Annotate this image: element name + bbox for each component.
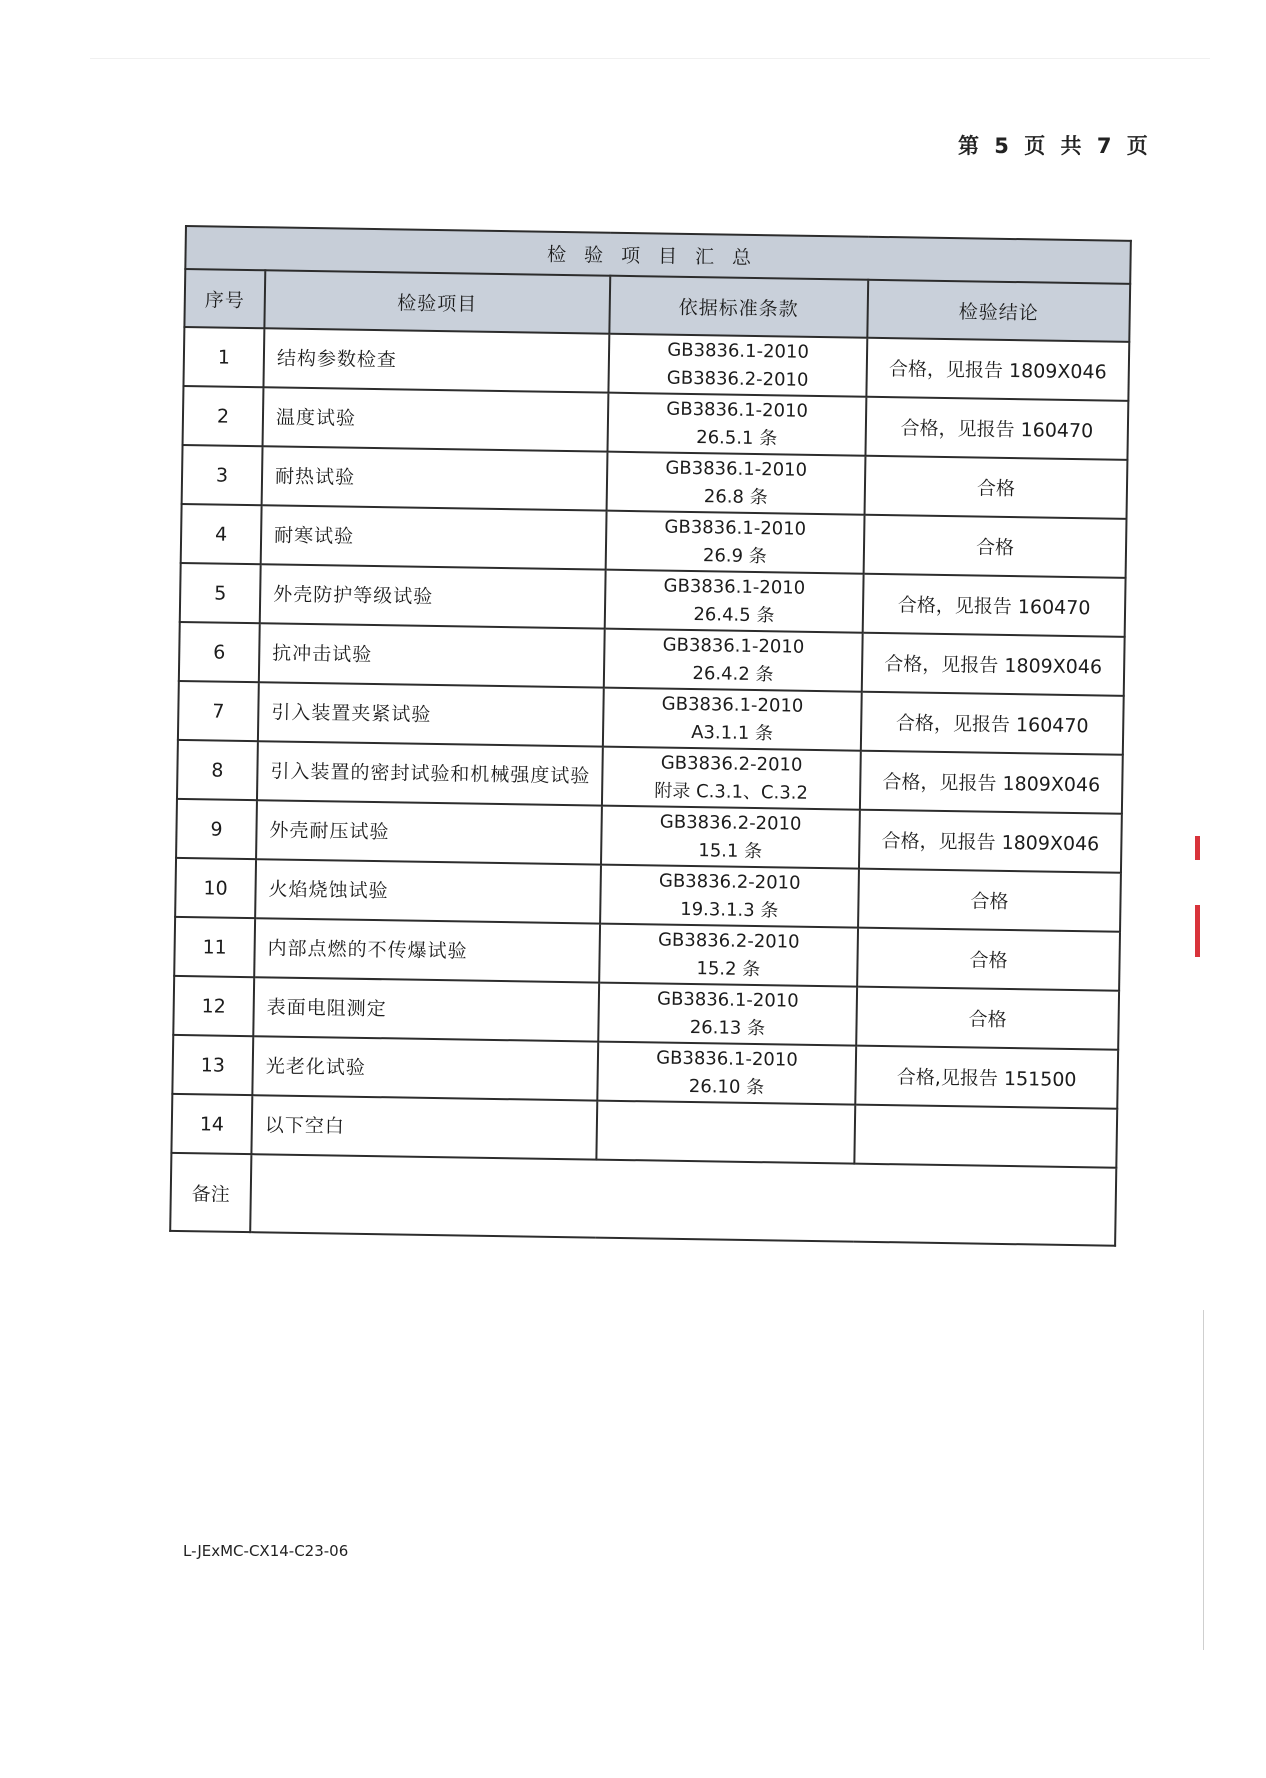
remark-label: 备注 — [170, 1153, 251, 1232]
row-item: 温度试验 — [263, 387, 609, 451]
row-standard-line2: 26.8 条 — [703, 485, 768, 508]
row-no: 8 — [177, 740, 258, 800]
row-standard-line2: 26.13 条 — [689, 1016, 766, 1039]
row-standard-line2: 26.5.1 条 — [696, 426, 778, 449]
row-standard-line1: GB3836.1-2010 — [664, 516, 807, 540]
row-standard-line1: GB3836.1-2010 — [656, 1047, 798, 1071]
row-standard — [596, 1101, 855, 1164]
row-no: 3 — [182, 445, 263, 505]
row-item: 光老化试验 — [252, 1036, 598, 1100]
row-result: 合格，见报告 160470 — [863, 574, 1126, 637]
row-result: 合格，见报告 160470 — [865, 397, 1128, 460]
row-result — [854, 1105, 1117, 1168]
row-item: 表面电阻测定 — [253, 977, 599, 1041]
row-no: 9 — [176, 799, 257, 859]
header-no: 序号 — [184, 269, 265, 328]
row-standard — [598, 983, 857, 1046]
row-no: 14 — [171, 1094, 252, 1154]
row-item: 内部点燃的不传爆试验 — [254, 918, 600, 982]
seal-fragment — [1195, 905, 1200, 957]
row-item: 以下空白 — [251, 1095, 597, 1159]
row-standard-line1: GB3836.1-2010 — [662, 634, 805, 658]
row-item: 抗冲击试验 — [259, 623, 605, 687]
row-item: 引入装置夹紧试验 — [258, 682, 604, 746]
row-standard — [608, 334, 867, 397]
header-result: 检验结论 — [867, 280, 1130, 342]
row-item: 耐热试验 — [262, 446, 608, 510]
row-standard-line1: GB3836.1-2010 — [656, 988, 799, 1012]
row-result: 合格，见报告 1809X046 — [866, 338, 1129, 401]
row-standard — [600, 865, 859, 928]
row-no: 12 — [173, 976, 254, 1036]
row-standard-line2: 26.10 条 — [688, 1075, 765, 1098]
row-standard-line2 — [598, 1130, 854, 1134]
row-item: 外壳防护等级试验 — [260, 564, 606, 628]
row-no: 13 — [172, 1035, 253, 1095]
row-standard-line1: GB3836.2-2010 — [659, 811, 802, 835]
row-no: 4 — [181, 504, 262, 564]
row-no: 1 — [183, 327, 264, 387]
row-standard-line2: A3.1.1 条 — [691, 721, 774, 744]
row-item: 火焰烧蚀试验 — [255, 859, 601, 923]
row-standard-line1: GB3836.2-2010 — [658, 870, 801, 894]
row-standard — [603, 688, 862, 751]
row-standard — [602, 747, 861, 810]
row-result: 合格 — [865, 456, 1128, 519]
row-no: 10 — [175, 858, 256, 918]
remark-row — [170, 1153, 1116, 1246]
remark-value — [250, 1154, 1116, 1246]
row-result: 合格,见报告 151500 — [855, 1046, 1118, 1109]
row-item: 引入装置的密封试验和机械强度试验 — [257, 741, 603, 805]
row-standard-line1: GB3836.1-2010 — [663, 575, 806, 599]
row-standard — [597, 1042, 856, 1105]
row-standard — [607, 393, 866, 456]
page-number: 第 5 页 共 7 页 — [958, 134, 1152, 158]
row-item: 结构参数检查 — [263, 328, 609, 392]
row-result: 合格 — [856, 987, 1119, 1050]
scan-edge-line-right — [1203, 1310, 1204, 1650]
row-standard-line1: GB3836.1-2010 — [665, 457, 808, 481]
row-standard — [604, 629, 863, 692]
row-no: 6 — [179, 622, 260, 682]
inspection-summary-table-wrapper — [169, 225, 1130, 1247]
row-standard-line2: 26.9 条 — [702, 544, 767, 567]
row-no: 5 — [180, 563, 261, 623]
scan-edge-line — [90, 58, 1210, 59]
row-no: 11 — [174, 917, 255, 977]
row-result: 合格，见报告 1809X046 — [860, 751, 1123, 814]
row-result: 合格，见报告 1809X046 — [859, 810, 1122, 873]
row-no: 2 — [183, 386, 264, 446]
row-result: 合格 — [857, 928, 1120, 991]
inspection-summary-table — [169, 225, 1132, 1247]
row-no: 7 — [178, 681, 259, 741]
row-result: 合格，见报告 160470 — [861, 692, 1124, 755]
row-standard-line1: GB3836.1-2010 — [661, 693, 804, 717]
table-title: 检验项目汇总 — [185, 226, 1131, 284]
row-standard-line2: 15.1 条 — [698, 839, 763, 862]
header-item: 检验项目 — [264, 270, 610, 333]
row-standard-line1: GB3836.2-2010 — [660, 752, 803, 776]
row-standard-line2: GB3836.2-2010 — [666, 367, 809, 391]
row-standard-line1: GB3836.1-2010 — [666, 398, 809, 422]
row-standard-line2: 附录 C.3.1、C.3.2 — [654, 779, 809, 804]
row-result: 合格 — [864, 515, 1127, 578]
row-standard — [601, 806, 860, 869]
row-standard-line1 — [598, 1130, 854, 1134]
row-standard — [605, 570, 864, 633]
row-standard-line2: 19.3.1.3 条 — [680, 898, 779, 921]
row-item: 耐寒试验 — [261, 505, 607, 569]
row-standard-line1: GB3836.2-2010 — [657, 929, 800, 953]
header-standard: 依据标准条款 — [609, 276, 868, 338]
row-item: 外壳耐压试验 — [256, 800, 602, 864]
form-code: L-JExMC-CX14-C23-06 — [183, 1542, 349, 1560]
row-standard-line2: 26.4.5 条 — [693, 603, 775, 626]
row-standard-line1: GB3836.1-2010 — [667, 339, 810, 363]
seal-fragment — [1195, 836, 1200, 860]
row-standard — [599, 924, 858, 987]
row-standard-line2: 26.4.2 条 — [692, 662, 774, 685]
row-result: 合格 — [858, 869, 1121, 932]
row-standard — [607, 452, 866, 515]
row-result: 合格，见报告 1809X046 — [862, 633, 1125, 696]
row-standard — [606, 511, 865, 574]
row-standard-line2: 15.2 条 — [696, 957, 761, 980]
